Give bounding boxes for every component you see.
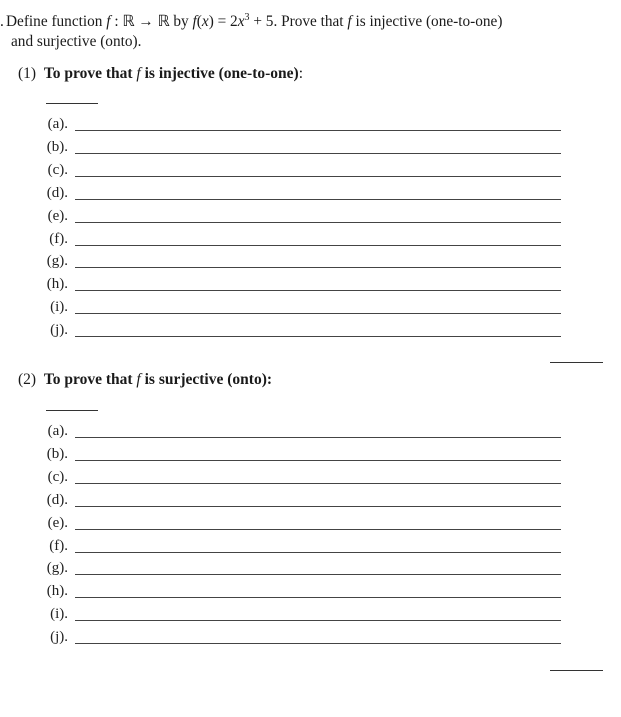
step-label: (h).: [46, 276, 68, 293]
answer-blank-line[interactable]: [75, 245, 561, 246]
step-label: (g).: [46, 253, 68, 270]
answer-blank-line[interactable]: [75, 153, 561, 154]
section-1-header: (1) To prove that f is injective (one-to-one):: [18, 65, 304, 82]
step-label: (e).: [47, 514, 68, 531]
section-2-header: (2) To prove that f is surjective (onto):: [18, 371, 273, 388]
step-row: [0, 115, 621, 135]
step-label: (g).: [46, 560, 68, 577]
step-label: (h).: [46, 583, 68, 600]
step-label: (d).: [46, 184, 68, 201]
step-row: [0, 138, 621, 158]
problem-line-2: and surjective (onto).: [11, 33, 142, 51]
answer-blank-line[interactable]: [75, 597, 561, 598]
answer-blank-line[interactable]: [75, 222, 561, 223]
step-label: (c).: [47, 468, 68, 485]
section-2-start-rule: [46, 410, 98, 411]
answer-blank-line[interactable]: [75, 290, 561, 291]
step-label: (i).: [50, 299, 68, 316]
step-row: [0, 298, 621, 318]
step-label: (e).: [47, 207, 68, 224]
step-row: [0, 514, 621, 534]
step-label: (f).: [49, 230, 68, 247]
answer-blank-line[interactable]: [75, 267, 561, 268]
problem-line-1: . Define function f : ℝ → ℝ by $f(x) = 2x^3 + 5$. Prove that f is injective (one-to-one): [0, 12, 503, 31]
step-row: [0, 230, 621, 250]
step-label: (j).: [50, 629, 68, 646]
answer-blank-line[interactable]: [75, 574, 561, 575]
step-row: [0, 468, 621, 488]
answer-blank-line[interactable]: [75, 199, 561, 200]
step-row: [0, 252, 621, 272]
step-row: [0, 628, 621, 648]
step-label: (a).: [47, 116, 68, 132]
step-label: (j).: [50, 322, 68, 339]
step-row: [0, 537, 621, 557]
answer-blank-line[interactable]: [75, 460, 561, 461]
section-1-start-rule: [46, 103, 98, 104]
answer-blank-line[interactable]: [75, 506, 561, 507]
step-row: [0, 207, 621, 227]
step-label: (c).: [47, 161, 68, 178]
step-label: (i).: [50, 606, 68, 623]
answer-blank-line[interactable]: [75, 483, 561, 484]
step-row: [0, 582, 621, 602]
step-row: [0, 184, 621, 204]
answer-blank-line[interactable]: [75, 336, 561, 337]
answer-blank-line[interactable]: [75, 437, 561, 438]
step-row: [0, 445, 621, 465]
answer-blank-line[interactable]: [75, 176, 561, 177]
problem-statement: [0, 8, 612, 52]
step-row: [0, 275, 621, 295]
step-row: [0, 559, 621, 579]
step-label: (b).: [46, 445, 68, 462]
step-label: (b).: [46, 138, 68, 155]
answer-blank-line[interactable]: [75, 643, 561, 644]
answer-blank-line[interactable]: [75, 620, 561, 621]
section-2-end-rule: [550, 670, 603, 671]
step-label: (d).: [46, 491, 68, 508]
step-label: (a).: [47, 423, 68, 439]
step-label: (f).: [49, 537, 68, 554]
step-row: [0, 491, 621, 511]
answer-blank-line[interactable]: [75, 529, 561, 530]
answer-blank-line[interactable]: [75, 313, 561, 314]
step-row: [0, 422, 621, 442]
answer-blank-line[interactable]: [75, 130, 561, 131]
step-row: [0, 321, 621, 341]
section-1-end-rule: [550, 362, 603, 363]
step-row: [0, 605, 621, 625]
answer-blank-line[interactable]: [75, 552, 561, 553]
step-row: [0, 161, 621, 181]
